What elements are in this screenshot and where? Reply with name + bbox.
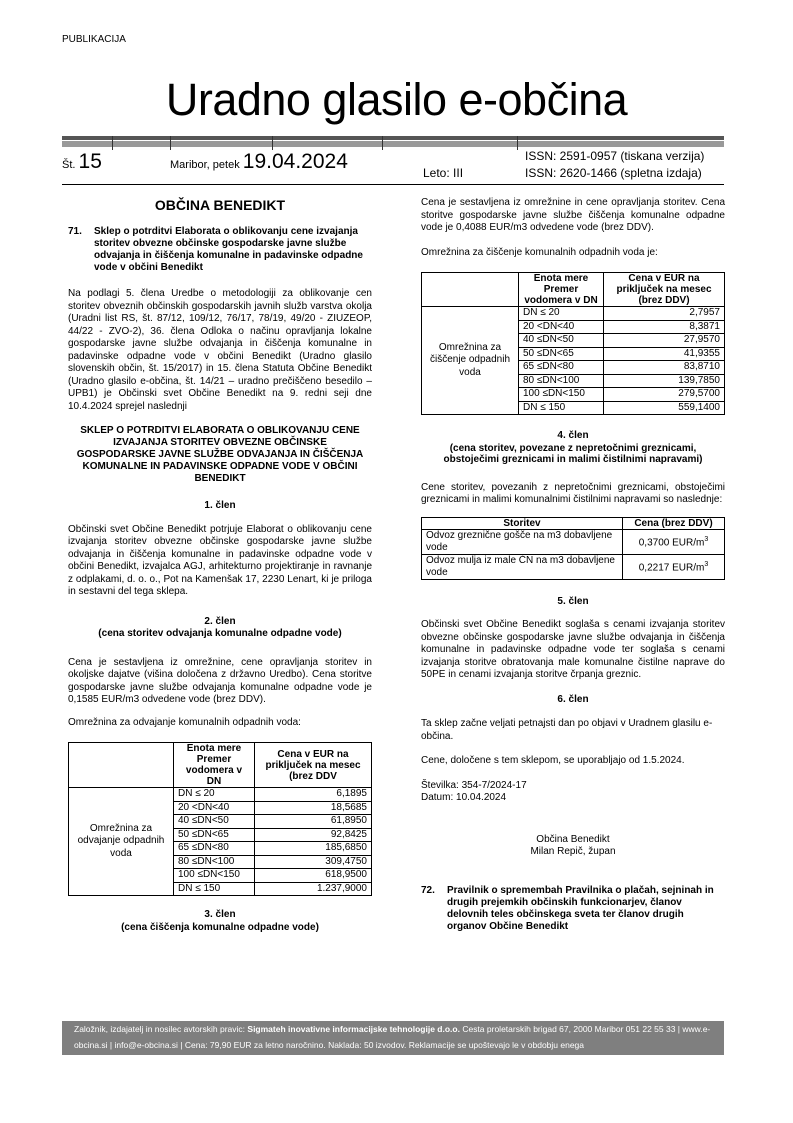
- service-name-cell: Odvoz greznične gošče na m3 dobavljene vode: [422, 529, 623, 554]
- article-71-heading: [68, 226, 372, 274]
- table-header-price: Cena v EUR na priključek na mesec (brez DDV: [255, 743, 372, 788]
- left-column: [68, 197, 372, 934]
- dn-cell: 65 ≤DN<80: [519, 361, 604, 375]
- service-price-value: 0,2217 EUR/m: [638, 561, 705, 573]
- price-cell: 61,8950: [255, 815, 372, 829]
- article-number: 72.: [421, 884, 435, 896]
- clen-2-heading: 2. člen: [204, 615, 236, 627]
- document-number: Številka: 354-7/2024-17: [421, 779, 527, 791]
- unit-superscript: 3: [704, 535, 709, 543]
- clen-3-text: Cena je sestavljena iz omrežnine in cene opravljanja storitev. Cena storitve gospodarske javne službe čiščenja komunalne odpadne vode je 0,4088 EUR/m3 odvedene vode (brez DDV).: [421, 197, 725, 233]
- table-row: [422, 554, 725, 579]
- table-header-dn: Enota mere Premer vodomera v DN: [174, 743, 255, 788]
- document-date: Datum: 10.04.2024: [421, 792, 507, 803]
- article-72-heading: [421, 885, 725, 933]
- municipality-heading: OBČINA BENEDIKT: [154, 197, 286, 213]
- clen-2-text: Cena je sestavljena iz omrežnine, cene opravljanja storitev in okoljske dajatve (višina določena z državno Uredbo). Cena storitve gospodarske javne službe odvajanja komunalne odpadne vode je 0,1585 EUR/m3 odvedene vode (brez DDV).: [68, 656, 372, 705]
- clen-1-heading: 1. člen: [204, 500, 236, 511]
- price-cell: 559,1400: [604, 401, 725, 415]
- dn-cell: 65 ≤DN<80: [174, 842, 255, 856]
- services-header-price: Cena (brez DDV): [623, 517, 725, 529]
- service-price-cell: [623, 554, 725, 579]
- clen-4-text: Cene storitev, povezanih z nepretočnimi greznicami, obstoječimi greznicami in malimi komunalnimi čistilnimi napravami so naslednje:: [421, 481, 725, 505]
- intro-paragraph: Na podlagi 5. člena Uredbe o metodologiji za oblikovanje cen storitev obveznih občinskih gospodarskih javnih služb varstva okolja (Uradni list RS, št. 87/12, 109/12, 76/17, 78/19, 49/20 - ZIUZEOP, 44/22 - ZVO-2), 36. člena Odloka o načinu opravljanja lokalne gospodarske javne službe odvajanja in čiščenja komunalne in padavinske odpadne vode v občini Benedikt (Uradno glasilo slovenskih občin, št. 15/2017) in 15. člena Statuta Občine Benedikt (Uradno glasilo e-občina, št. 14/21 – uradno prečiščeno besedilo – UPB1) je Občinski svet Občine Benedikt na 9. redni seji dne 10.4.2024 sprejel naslednji: [68, 288, 372, 412]
- price-cell: 6,1895: [255, 788, 372, 802]
- row-group-label: Omrežnina za odvajanje odpadnih voda: [69, 788, 174, 896]
- clen-5-text: Občinski svet Občine Benedikt soglaša s cenami izvajanja storitev obvezne občinske gospodarske javne službe odvajanja in čiščenja komunalne in padavinske odpadne vode ter soglaša s cenami izvajanja storitve obratovanja male komunalne čistilne naprave do 50PE in cenami izvajanja storitve črpanja greznic.: [421, 619, 725, 680]
- publication-label: PUBLIKACIJA: [62, 34, 126, 45]
- clen-3-subtitle: (cena čiščenja komunalne odpadne vode): [121, 921, 319, 933]
- price-cell: 27,9570: [604, 334, 725, 348]
- price-cell: 18,5685: [255, 801, 372, 815]
- row-group-label: Omrežnina za čiščenje odpadnih voda: [422, 307, 519, 415]
- clen-4-subtitle: (cena storitev, povezane z nepretočnimi greznicami, obstoječimi greznicami in malimi čistilnimi napravami): [443, 442, 703, 465]
- dn-cell: 50 ≤DN<65: [519, 347, 604, 361]
- cleaning-table-intro: Omrežnina za čiščenje komunalnih odpadnih voda je:: [421, 246, 658, 258]
- dn-cell: DN ≤ 150: [174, 882, 255, 896]
- table-header-price: Cena v EUR na priključek na mesec (brez DDV): [604, 273, 725, 307]
- price-cell: 2,7957: [604, 307, 725, 321]
- right-column: [421, 197, 725, 933]
- clen-2-subtitle: (cena storitev odvajanja komunalne odpadne vode): [98, 628, 342, 639]
- table-blank-header: [422, 273, 519, 307]
- table-header-dn: Enota mere Premer vodomera v DN: [519, 273, 604, 307]
- service-price-cell: [623, 529, 725, 554]
- year-label: Leto: III: [423, 166, 464, 180]
- services-header-name: Storitev: [422, 517, 623, 529]
- article-title: Sklep o potrditvi Elaborata o oblikovanju cene izvajanja storitev obvezne občinske gospodarske javne službe odvajanja in čiščenja komunalne in padavinske odpadne vode v občini Benedikt: [94, 226, 363, 273]
- dn-cell: 80 ≤DN<100: [519, 374, 604, 388]
- price-cell: 618,9500: [255, 869, 372, 883]
- signature-mayor: Milan Repič, župan: [530, 846, 616, 857]
- price-cell: 41,9355: [604, 347, 725, 361]
- footer-website-link[interactable]: www.e-obcina.si: [74, 1024, 711, 1050]
- dn-cell: 100 ≤DN<150: [174, 869, 255, 883]
- issue-number: [62, 150, 102, 174]
- table-row: [69, 788, 372, 802]
- price-cell: 279,5700: [604, 388, 725, 402]
- dn-cell: 40 ≤DN<50: [174, 815, 255, 829]
- issn-print: ISSN: 2591-0957 (tiskana verzija): [525, 149, 705, 163]
- price-cell: 139,7850: [604, 374, 725, 388]
- footer-info: Cena: 79,90 EUR za letno naročnino. Naklada: 50 izvodov. Reklamacije se upoštevajo le v obdobju enega: [184, 1040, 585, 1050]
- drainage-rates-table: [68, 742, 372, 896]
- price-cell: 185,6850: [255, 842, 372, 856]
- dn-cell: 80 ≤DN<100: [174, 855, 255, 869]
- issn-online: ISSN: 2620-1466 (spletna izdaja): [525, 166, 702, 180]
- price-cell: 1.237,9000: [255, 882, 372, 896]
- price-cell: 309,4750: [255, 855, 372, 869]
- table-intro: Omrežnina za odvajanje komunalnih odpadnih voda:: [68, 716, 301, 728]
- article-number: 71.: [68, 226, 82, 237]
- prices-validity-text: Cene, določene s tem sklepom, se uporabljajo od 1.5.2024.: [421, 755, 685, 766]
- dn-cell: 100 ≤DN<150: [519, 388, 604, 402]
- article-title: Pravilnik o spremembah Pravilnika o plačah, sejninah in drugih prejemkih občinskih funkcionarjev, članov delovnih teles občinskega sveta ter članov drugih organov Občine Benedikt: [447, 884, 714, 932]
- price-cell: 92,8425: [255, 828, 372, 842]
- dn-cell: 50 ≤DN<65: [174, 828, 255, 842]
- issn-block: [525, 148, 704, 182]
- decision-title: SKLEP O POTRDITVI ELABORATA O OBLIKOVANJU CENE IZVAJANJA STORITEV OBVEZNE OBČINSKE GOSPODARSKE JAVNE SLUŽBE ODVAJANJA IN ČIŠČENJA KOMUNALNE IN PADAVINSKE ODPADNE VODE V OBČINI BENEDIKT: [76, 425, 364, 484]
- clen-6-text: Ta sklep začne veljati petnajsti dan po objavi v Uradnem glasilu e-občina.: [421, 718, 713, 742]
- issue-number-value: 15: [78, 150, 102, 173]
- table-blank-header: [69, 743, 174, 788]
- date-value: 19.04.2024: [242, 150, 348, 173]
- dn-cell: 40 ≤DN<50: [519, 334, 604, 348]
- cleaning-rates-table: [421, 272, 725, 415]
- clen-3-heading: 3. člen: [204, 909, 236, 920]
- services-table: [421, 517, 725, 580]
- dn-cell: DN ≤ 20: [519, 307, 604, 321]
- dn-cell: 20 <DN<40: [519, 320, 604, 334]
- dn-cell: DN ≤ 150: [519, 401, 604, 415]
- clen-4-heading: 4. člen: [557, 430, 589, 441]
- place-day: Maribor, petek: [170, 159, 240, 171]
- footer-bar: Založnik, izdajatelj in nosilec avtorskih pravic: Sigmateh inovativne informacijske tehnologije d.o.o. Cesta proletarskih brigad 67, 2000 Maribor 051 22 55 33 | www.e-obcina.si | info@e-obcina.si | Cena: 79,90 EUR za letno naročnino. Naklada: 50 izvodov. Reklamacije se upoštevajo le v obdobju enega: [62, 1021, 724, 1055]
- issue-date: [170, 150, 348, 174]
- signature-municipality: Občina Benedikt: [536, 833, 610, 845]
- clen-6-heading: 6. člen: [557, 693, 589, 705]
- price-cell: 8,3871: [604, 320, 725, 334]
- footer-email-link[interactable]: info@e-obcina.si: [114, 1040, 178, 1050]
- footer-address: Cesta proletarskih brigad 67, 2000 Maribor 051 22 55 33 |: [462, 1024, 681, 1034]
- dn-cell: 20 <DN<40: [174, 801, 255, 815]
- table-row: [422, 529, 725, 554]
- header-rule: [62, 184, 724, 185]
- unit-superscript: 3: [704, 560, 709, 568]
- clen-1-text: Občinski svet Občine Benedikt potrjuje Elaborat o oblikovanju cene izvajanja storitev obvezne občinske gospodarske javne službe odvajanja in čiščenja komunalne in padavinske odpadne vode v občini Benedikt, izvajalca AGJ, arhitekturno projektiranje in ravnanje z odplakami, d. o. o., Pot na Kamenšak 17, 2230 Lenart, ki je priloga in sestavni del tega sklepa.: [68, 523, 372, 597]
- price-cell: 83,8710: [604, 361, 725, 375]
- footer-publisher-label: Založnik, izdajatelj in nosilec avtorskih pravic:: [74, 1024, 246, 1034]
- footer-publisher-name: Sigmateh inovativne informacijske tehnologije d.o.o.: [247, 1024, 460, 1034]
- issue-prefix: Št.: [62, 159, 76, 171]
- service-name-cell: Odvoz mulja iz male ČN na m3 dobavljene vode: [422, 554, 623, 579]
- dn-cell: DN ≤ 20: [174, 788, 255, 802]
- clen-5-heading: 5. člen: [557, 595, 589, 607]
- masthead-title: Uradno glasilo e-občina: [165, 74, 628, 125]
- service-price-value: 0,3700 EUR/m: [638, 536, 705, 548]
- table-row: [422, 307, 725, 321]
